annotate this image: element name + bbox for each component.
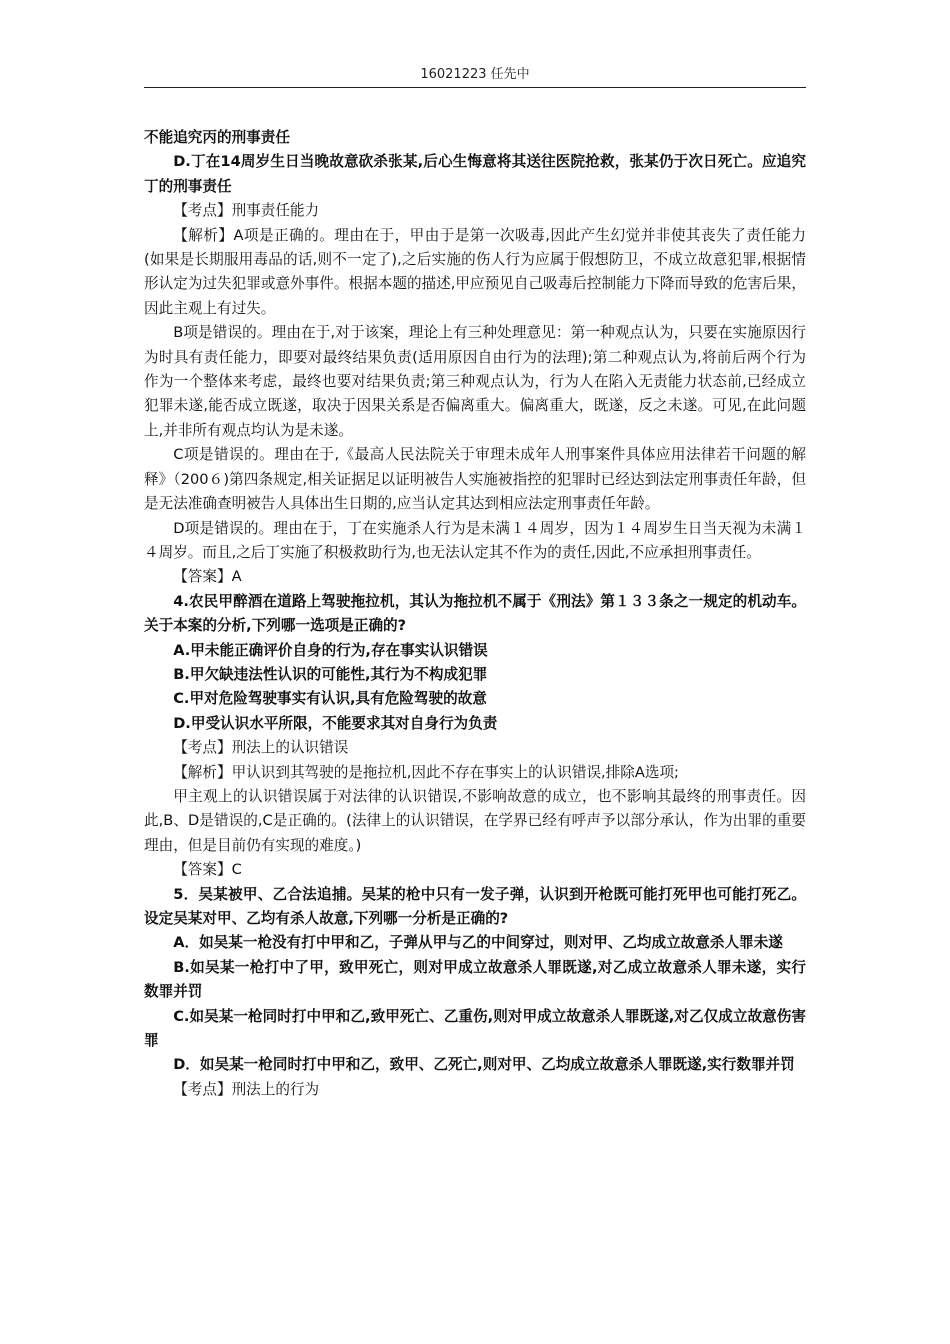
analysis-3-b: B项是错误的。理由在于,对于该案，理论上有三种处理意见：第一种观点认为，只要在实施原因行为时具有责任能力，即要对最终结果负责(适用原因自由行为的法理);第二种观点认为,将前后两个行为作为一个整体来考虑，最终也要对结果负责;第三种观点认为，行为人在陷入无责能力状态前,已经成立犯罪未遂,能否成立既遂，取决于因果关系是否偏离重大。偏离重大，既遂，反之未遂。可见,在此问题上,并非所有观点均认为是未遂。 [144, 324, 806, 439]
analysis-4-2: 甲主观上的认识错误属于对法律的认识错误,不影响故意的成立，也不影响其最终的刑事责任。因此,B、D是错误的,C是正确的。(法律上的认识错误，在学界已经有呼声予以部分承认，作为出罪的重要理由，但是目前仍有实现的难度。) [144, 787, 806, 854]
analysis-4-1: 【解析】甲认识到其驾驶的是拖拉机,因此不存在事实上的认识错误,排除A选项; [173, 763, 679, 781]
option-d-question-5: D．如吴某一枪同时打中甲和乙，致甲、乙死亡,则对甲、乙均成立故意杀人罪既遂,实行数罪并罚 [173, 1056, 795, 1074]
option-b-question-5: B.如吴某一枪打中了甲，致甲死亡，则对甲成立故意杀人罪既遂,对乙成立故意杀人罪未遂，实行数罪并罚 [144, 958, 806, 1001]
analysis-3-a: 【解析】A项是正确的。理由在于，甲由于是第一次吸毒,因此产生幻觉并非使其丧失了责任能力(如果是长期服用毒品的话,则不一定了),之后实施的伤人行为应属于假想防卫，不成立故意犯罪,根据情形认定为过失犯罪或意外事件。根据本题的描述,甲应预见自己吸毒后控制能力下降而导致的危害后果，因此主观上有过失。 [144, 226, 806, 317]
option-b-question-4: B.甲欠缺违法性认识的可能性,其行为不构成犯罪 [173, 665, 488, 683]
option-c-question-5: C.如吴某一枪同时打中甲和乙,致甲死亡、乙重伤,则对甲成立故意杀人罪既遂,对乙仅成立故意伤害罪 [144, 1007, 806, 1050]
option-d-question-4: D.甲受认识水平所限，不能要求其对自身行为负责 [173, 714, 498, 732]
key-point-4: 【考点】刑法上的认识错误 [173, 739, 349, 757]
answer-3: 【答案】A [173, 568, 242, 586]
question-5: 5．吴某被甲、乙合法追捕。吴某的枪中只有一发子弹，认识到开枪既可能打死甲也可能打死乙。设定吴某对甲、乙均有杀人故意,下列哪一分析是正确的? [144, 885, 806, 927]
header-divider [144, 87, 806, 88]
page-header: 16021223 任先中 [420, 67, 530, 82]
answer-4: 【答案】C [173, 861, 242, 879]
key-point-5: 【考点】刑法上的行为 [173, 1080, 320, 1098]
analysis-3-c: C项是错误的。理由在于,《最高人民法院关于审理未成年人刑事案件具体应用法律若干问题的解释》（200６)第四条规定,相关证据足以证明被告人实施被指控的犯罪时已经达到法定刑事责任年龄，但是无法准确查明被告人具体出生日期的,应当认定其达到相应法定刑事责任年龄。 [144, 446, 806, 513]
analysis-3-d: D项是错误的。理由在于，丁在实施杀人行为是未满１４周岁，因为１４周岁生日当天视为未满１４周岁。而且,之后丁实施了积极救助行为,也无法认定其不作为的责任,因此,不应承担刑事责任。 [144, 519, 806, 561]
option-c-question-4: C.甲对危险驾驶事实有认识,具有危险驾驶的故意 [173, 690, 487, 708]
option-d-question-3: D.丁在14周岁生日当晚故意砍杀张某,后心生悔意将其送往医院抢救，张某仍于次日死亡。应追究丁的刑事责任 [144, 153, 806, 195]
key-point-3: 【考点】刑事责任能力 [173, 202, 320, 220]
document-body [144, 126, 806, 1102]
option-a-question-4: A.甲未能正确评价自身的行为,存在事实认识错误 [173, 641, 488, 659]
option-a-question-5: A．如吴某一枪没有打中甲和乙，子弹从甲与乙的中间穿过，则对甲、乙均成立故意杀人罪未遂 [173, 934, 783, 952]
paragraph-1: 不能追究丙的刑事责任 [144, 129, 290, 146]
question-4: 4.农民甲醉酒在道路上驾驶拖拉机，其认为拖拉机不属于《刑法》第１３３条之一规定的机动车。关于本案的分析,下列哪一选项是正确的? [144, 592, 806, 635]
